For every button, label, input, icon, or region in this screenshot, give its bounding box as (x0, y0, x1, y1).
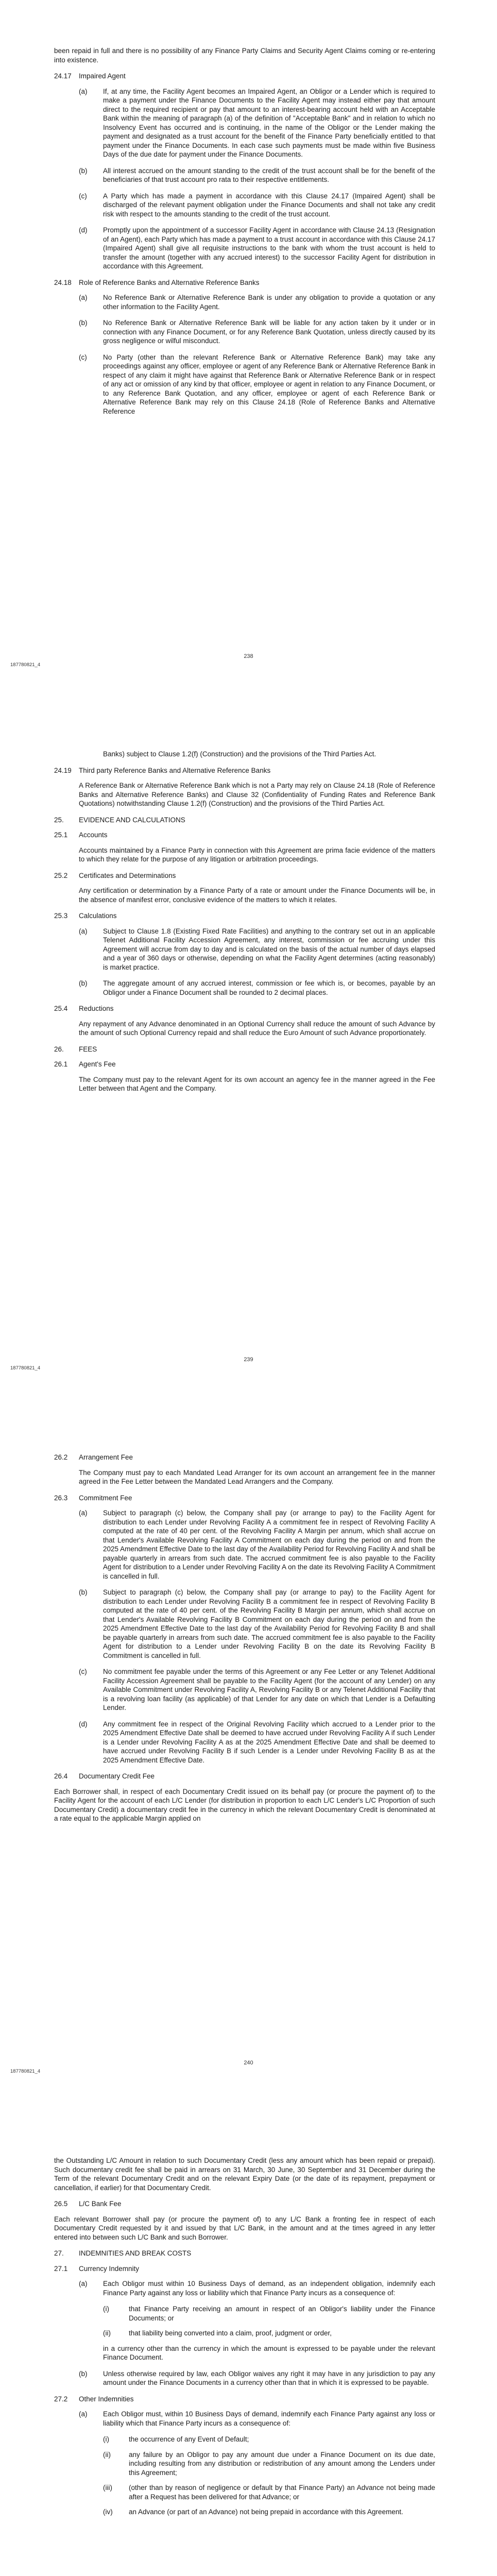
sub-list-item (54, 2483, 435, 2501)
list-marker: (a) (79, 2280, 88, 2287)
list-text: Any commitment fee in respect of the Original Revolving Facility which accrued to a Lender prior to the 2025 Amendment Effective Date shall be deemed to have accrued under Revolving Facility A if such Lender is a Lender under Revolving Facility A as at the 2025 Amendment Effective Date and shall be deemed to have accrued under Revolving Facility B if such Lender is a Lender under Revolving Facility B as at the 2025 Amendment Effective Date. (103, 1720, 435, 1764)
list-text: that liability being converted into a claim, proof, judgment or order, (129, 2329, 332, 2337)
paragraph: Each relevant Borrower shall pay (or procure the payment of) to any L/C Bank a fronting fee in respect of each Documentary Credit requested by it and issued by that L/C Bank, in the amount and at the times agreed in any letter entered into between such L/C Bank and such Borrower. (54, 2215, 435, 2241)
list-item (54, 293, 435, 311)
list-text: Unless otherwise required by law, each Obligor waives any right it may have in any jurisdiction to pay any amount under the Finance Documents in a currency other than that in which it is expressed to be payable. (103, 2369, 435, 2386)
list-item (54, 2410, 435, 2428)
list-marker: (d) (79, 226, 88, 234)
section-title: FEES (79, 1045, 97, 1053)
list-marker: (b) (79, 2369, 88, 2378)
document-reference: 187780821_4 (10, 1365, 41, 1371)
list-text: an Advance (or part of an Advance) not being prepaid in accordance with this Agreement. (129, 2508, 403, 2516)
sub-list-item (54, 2435, 435, 2444)
list-text: No Reference Bank or Alternative Reference Bank will be liable for any action taken by it under or in connection with any Finance Document, or for any Reference Bank Quotation, unless directly caused by its gross negligence or wilful misconduct. (103, 319, 435, 345)
section-title: Reductions (79, 1005, 114, 1012)
section-title: Third party Reference Banks and Alternative Reference Banks (79, 766, 271, 774)
section-number: 26.1 (54, 1060, 68, 1068)
section-heading (54, 72, 435, 81)
page-content (54, 2156, 435, 2523)
section-heading (54, 1453, 435, 1462)
page-number: 240 (244, 2060, 253, 2066)
list-marker: (a) (79, 87, 88, 95)
list-text: any failure by an Obligor to pay any amount due under a Finance Document on its due date, including resulting from any distribution or redistribution of any amount among the Lenders under this Agreement; (129, 2450, 435, 2477)
indented-paragraph: Accounts maintained by a Finance Party in connection with this Agreement are prima facie evidence of the matters to which they relate for the purpose of any litigation or arbitration proceedings. (79, 846, 435, 863)
indented-paragraph: The Company must pay to each Mandated Lead Arranger for its own account an arrangement fee in the manner agreed in the Fee Letter between the Mandated Lead Arrangers and the Company. (79, 1468, 435, 1485)
section-heading (54, 1004, 435, 1013)
section-heading (54, 2249, 435, 2258)
list-item (54, 192, 435, 219)
section-title: Accounts (79, 831, 108, 839)
document-reference: 187780821_4 (10, 662, 41, 668)
list-text: Each Obligor must within 10 Business Days of demand, as an independent obligation, indemnify each Finance Party against any loss or liability which that Finance Party incurs as a consequence of: (103, 2280, 435, 2297)
page-number: 239 (244, 1357, 253, 1363)
section-number: 26. (54, 1045, 64, 1053)
indented-paragraph: A Reference Bank or Alternative Reference Bank which is not a Party may rely on Clause 24.18 (Role of Reference Banks and Alternative Reference Banks) and Clause 32 (Confidentiality of Funding Rates and Reference Bank Quotations) notwithstanding Clause 1.2(f) (Construction) and the provisions of the Third Parties Act. (79, 782, 435, 807)
section-title: EVIDENCE AND CALCULATIONS (79, 816, 185, 824)
sub-list-item (54, 2507, 435, 2517)
list-marker: (b) (79, 979, 88, 987)
section-heading (54, 871, 435, 880)
sub-list-item (54, 2450, 435, 2478)
section-title: Calculations (79, 912, 117, 920)
list-marker: (a) (79, 2410, 88, 2418)
section-number: 24.19 (54, 766, 72, 774)
list-marker: (ii) (103, 2329, 111, 2337)
list-item (54, 2369, 435, 2387)
continuation-paragraph: Banks) subject to Clause 1.2(f) (Construction) and the provisions of the Third Parties Act. (103, 750, 376, 758)
paragraph: Each Borrower shall, in respect of each Documentary Credit issued on its behalf pay (or procure the payment of) to the Facility Agent for the account of each L/C Lender (for distribution in proportion to each L/C Lender's L/C Proportion of such Documentary Credit) a documentary credit fee in the currency in which the relevant Documentary Credit is denominated at a rate equal to the applicable Margin applied on (54, 1787, 435, 1822)
document-page (0, 2110, 497, 2576)
indented-paragraph: The Company must pay to the relevant Agent for its own account an agency fee in the manner agreed in the Fee Letter between that Agent and the Company. (79, 1075, 435, 1092)
list-text: Subject to paragraph (c) below, the Company shall pay (or arrange to pay) to the Facility Agent for distribution to each Lender under Revolving Facility A a commitment fee in respect of Revolving Facility A computed at the rate of 40 per cent. of the Revolving Facility A Margin per annum, which shall accrue on that Lender's Available Revolving Facility A Commitment on each day during the period on and from the 2025 Amendment Effective Date to the last day of the Availability Period for Revolving Facility A and shall be payable quarterly in arrears from such date. The accrued commitment fee is also payable to the Facility Agent for distribution to a Lender under Revolving Facility A on the date its Revolving Facility A Commitment is cancelled in full. (103, 1509, 435, 1580)
continuation-paragraph: in a currency other than the currency in which the amount is expressed to be payable under the relevant Finance Document. (103, 2344, 435, 2361)
list-marker: (a) (79, 927, 88, 935)
list-marker: (iv) (103, 2508, 113, 2516)
section-number: 26.3 (54, 1494, 68, 1502)
list-text: A Party which has made a payment in accordance with this Clause 24.17 (Impaired Agent) shall be discharged of the relevant payment obligation under the Finance Documents and shall not take any credit risk with respect to the amounts standing to the credit of the trust account. (103, 192, 435, 218)
list-text: No Reference Bank or Alternative Reference Bank is under any obligation to provide a quotation or any other information to the Facility Agent. (103, 294, 435, 311)
section-number: 27. (54, 2249, 64, 2257)
section-number: 25.4 (54, 1005, 68, 1012)
section-title: L/C Bank Fee (79, 2200, 122, 2208)
section-number: 26.5 (54, 2200, 68, 2208)
list-marker: (c) (79, 1668, 87, 1675)
list-item (54, 87, 435, 159)
list-marker: (iii) (103, 2484, 112, 2492)
sub-list-item (54, 2304, 435, 2323)
list-text: Subject to paragraph (c) below, the Company shall pay (or arrange to pay) to the Facility Agent for distribution to each Lender under Revolving Facility B a commitment fee in respect of Revolving Facility B computed at the rate of 40 per cent. of the Revolving Facility B Margin per annum, which shall accrue on that Lender's Available Revolving Facility B Commitment on each day during the period on and from the 2025 Amendment Effective Date to the last day of the Availability Period for Revolving Facility B and shall be payable quarterly in arrears from such date. The accrued commitment fee is also payable to the Facility Agent for distribution to a Lender under Revolving Facility B on the date its Revolving Facility B Commitment is cancelled in full. (103, 1588, 435, 1659)
list-text: the occurrence of any Event of Default; (129, 2435, 249, 2443)
list-marker: (a) (79, 1509, 88, 1517)
section-heading (54, 2395, 435, 2404)
section-heading (54, 766, 435, 775)
page-number: 238 (244, 653, 253, 659)
section-heading (54, 1772, 435, 1781)
list-marker: (c) (79, 353, 87, 361)
section-heading (54, 1494, 435, 1503)
section-heading (54, 1060, 435, 1069)
list-text: If, at any time, the Facility Agent becomes an Impaired Agent, an Obligor or a Lender which is required to make a payment under the Finance Documents to the Facility Agent may instead either pay that amount direct to the required recipient or pay that amount to an interest-bearing account held with an Acceptable Bank within the meaning of paragraph (a) of the definition of "Acceptable Bank" and in relation to which no Insolvency Event has occurred and is continuing, in the name of the Obligor or the Lender making the payment and designated as a trust account for the benefit of the Finance Party beneficially entitled to that payment under the Finance Documents. In each case such payments must be made within five Business Days of the due date for payment under the Finance Documents. (103, 87, 435, 158)
section-title: Agent's Fee (79, 1060, 116, 1068)
section-title: Commitment Fee (79, 1494, 132, 1502)
list-marker: (c) (79, 192, 87, 200)
list-text: No Party (other than the relevant Reference Bank or Alternative Reference Bank) may take any proceedings against any officer, employee or agent of any Reference Bank or Alternative Reference Bank in respect of any claim it might have against that Reference Bank or Alternative Reference Bank or in respect of any act or omission of any kind by that officer, employee or agent in relation to any Finance Document, or to any Reference Bank Quotation, and any officer, employee or agent of each Reference Bank or Alternative Reference Bank may rely on this Clause 24.18 (Role of Reference Banks and Alternative Reference (103, 353, 435, 415)
list-item (54, 927, 435, 972)
page-content (54, 46, 435, 423)
section-number: 25.3 (54, 912, 68, 920)
list-item (54, 1509, 435, 1581)
section-title: Documentary Credit Fee (79, 1772, 155, 1780)
list-marker: (ii) (103, 2450, 111, 2459)
section-title: INDEMNITIES AND BREAK COSTS (79, 2249, 192, 2257)
section-title: Arrangement Fee (79, 1453, 133, 1461)
section-number: 24.17 (54, 72, 72, 80)
list-marker: (b) (79, 166, 88, 175)
list-text: Subject to Clause 1.8 (Existing Fixed Rate Facilities) and anything to the contrary set out in an applicable Telenet Additional Facility Accession Agreement, any interest, commission or fee accruing under this Agreement will accrue from day to day and is calculated on the basis of the actual number of days elapsed and a year of 360 days or otherwise, depending on what the Facility Agent determines (acting reasonably) is market practice. (103, 927, 435, 971)
list-item (54, 353, 435, 416)
list-marker: (a) (79, 294, 88, 301)
sub-list-item (54, 2329, 435, 2338)
section-heading (54, 911, 435, 921)
section-title: Certificates and Determinations (79, 871, 176, 879)
section-title: Currency Indemnity (79, 2264, 140, 2273)
list-item (54, 1720, 435, 1765)
section-title: Other Indemnities (79, 2395, 134, 2403)
list-marker: (b) (79, 319, 88, 327)
list-marker: (i) (103, 2305, 109, 2313)
list-marker: (i) (103, 2435, 109, 2443)
list-item (54, 1588, 435, 1660)
list-text: No commitment fee payable under the terms of this Agreement or any Fee Letter or any Telenet Additional Facility Accession Agreement shall be payable to the Facility Agent (for the account of any Lender) on any Available Commitment under Revolving Facility A, Revolving Facility B or any Telenet Additional Facility that is a revolving loan facility (as applicable) of that Lender for any date on which that Lender is a Defaulting Lender. (103, 1668, 435, 1711)
paragraph: the Outstanding L/C Amount in relation to such Documentary Credit (less any amount which has been repaid or prepaid). Such documentary credit fee shall be paid in arrears on 31 March, 30 June, 30 September and 31 December during the Term of the relevant Documentary Credit and on the relevant Expiry Date (or the date of its repayment, prepayment or cancellation, if earlier) for that Documentary Credit. (54, 2157, 435, 2192)
list-item (54, 1667, 435, 1713)
page-content (54, 1453, 435, 1831)
section-number: 27.2 (54, 2395, 68, 2403)
list-item (54, 318, 435, 346)
list-marker: (b) (79, 1588, 88, 1596)
page-content (54, 750, 435, 1100)
list-marker: (d) (79, 1720, 88, 1728)
list-text: The aggregate amount of any accrued interest, commission or fee which is, or becomes, payable by an Obligor under a Finance Document shall be rounded to 2 decimal places. (103, 979, 435, 996)
list-text: Each Obligor must, within 10 Business Days of demand, indemnify each Finance Party against any loss or liability which that Finance Party incurs as a consequence of: (103, 2410, 435, 2427)
section-number: 25.1 (54, 831, 68, 839)
indented-paragraph: Any repayment of any Advance denominated in an Optional Currency shall reduce the amount of such Advance by the amount of such Optional Currency repaid and shall reduce the Euro Amount of such Advance proportionately. (79, 1020, 435, 1037)
document-page (0, 1406, 497, 2110)
list-text: All interest accrued on the amount standing to the credit of the trust account shall be for the benefit of the beneficiaries of that trust account pro rata to their respective entitlements. (103, 166, 435, 183)
list-item (54, 166, 435, 184)
section-title: Role of Reference Banks and Alternative Reference Banks (79, 278, 260, 286)
section-number: 25. (54, 816, 64, 824)
document-page (0, 0, 497, 703)
list-text: (other than by reason of negligence or default by that Finance Party) an Advance not being made after a Request has been delivered for that Advance; or (129, 2484, 435, 2501)
document-page (0, 703, 497, 1406)
section-heading (54, 1045, 435, 1054)
section-number: 25.2 (54, 871, 68, 879)
section-heading (54, 278, 435, 287)
list-text: Promptly upon the appointment of a successor Facility Agent in accordance with Clause 24.13 (Resignation of an Agent), each Party which has made a payment to a trust account in accordance with this Clause 24.17 (Impaired Agent) shall give all requisite instructions to the bank with whom the trust account is held to transfer the amount (together with any accrued interest) to the successor Facility Agent for distribution in accordance with this Agreement. (103, 226, 435, 270)
document-reference: 187780821_4 (10, 2069, 41, 2074)
section-number: 26.2 (54, 1453, 68, 1461)
list-item (54, 226, 435, 271)
paragraph: been repaid in full and there is no possibility of any Finance Party Claims and Security Agent Claims coming or re-entering into existence. (54, 47, 435, 64)
section-heading (54, 831, 435, 840)
section-heading (54, 816, 435, 825)
section-number: 26.4 (54, 1772, 68, 1780)
list-item (54, 2279, 435, 2297)
list-text: that Finance Party receiving an amount in respect of an Obligor's liability under the Finance Documents; or (129, 2305, 435, 2322)
list-item (54, 979, 435, 997)
section-heading (54, 2199, 435, 2209)
section-number: 24.18 (54, 278, 72, 286)
section-heading (54, 2264, 435, 2274)
indented-paragraph: Any certification or determination by a Finance Party of a rate or amount under the Finance Documents will be, in the absence of manifest error, conclusive evidence of the matters to which it relates. (79, 887, 435, 904)
section-title: Impaired Agent (79, 72, 126, 80)
section-number: 27.1 (54, 2264, 68, 2273)
